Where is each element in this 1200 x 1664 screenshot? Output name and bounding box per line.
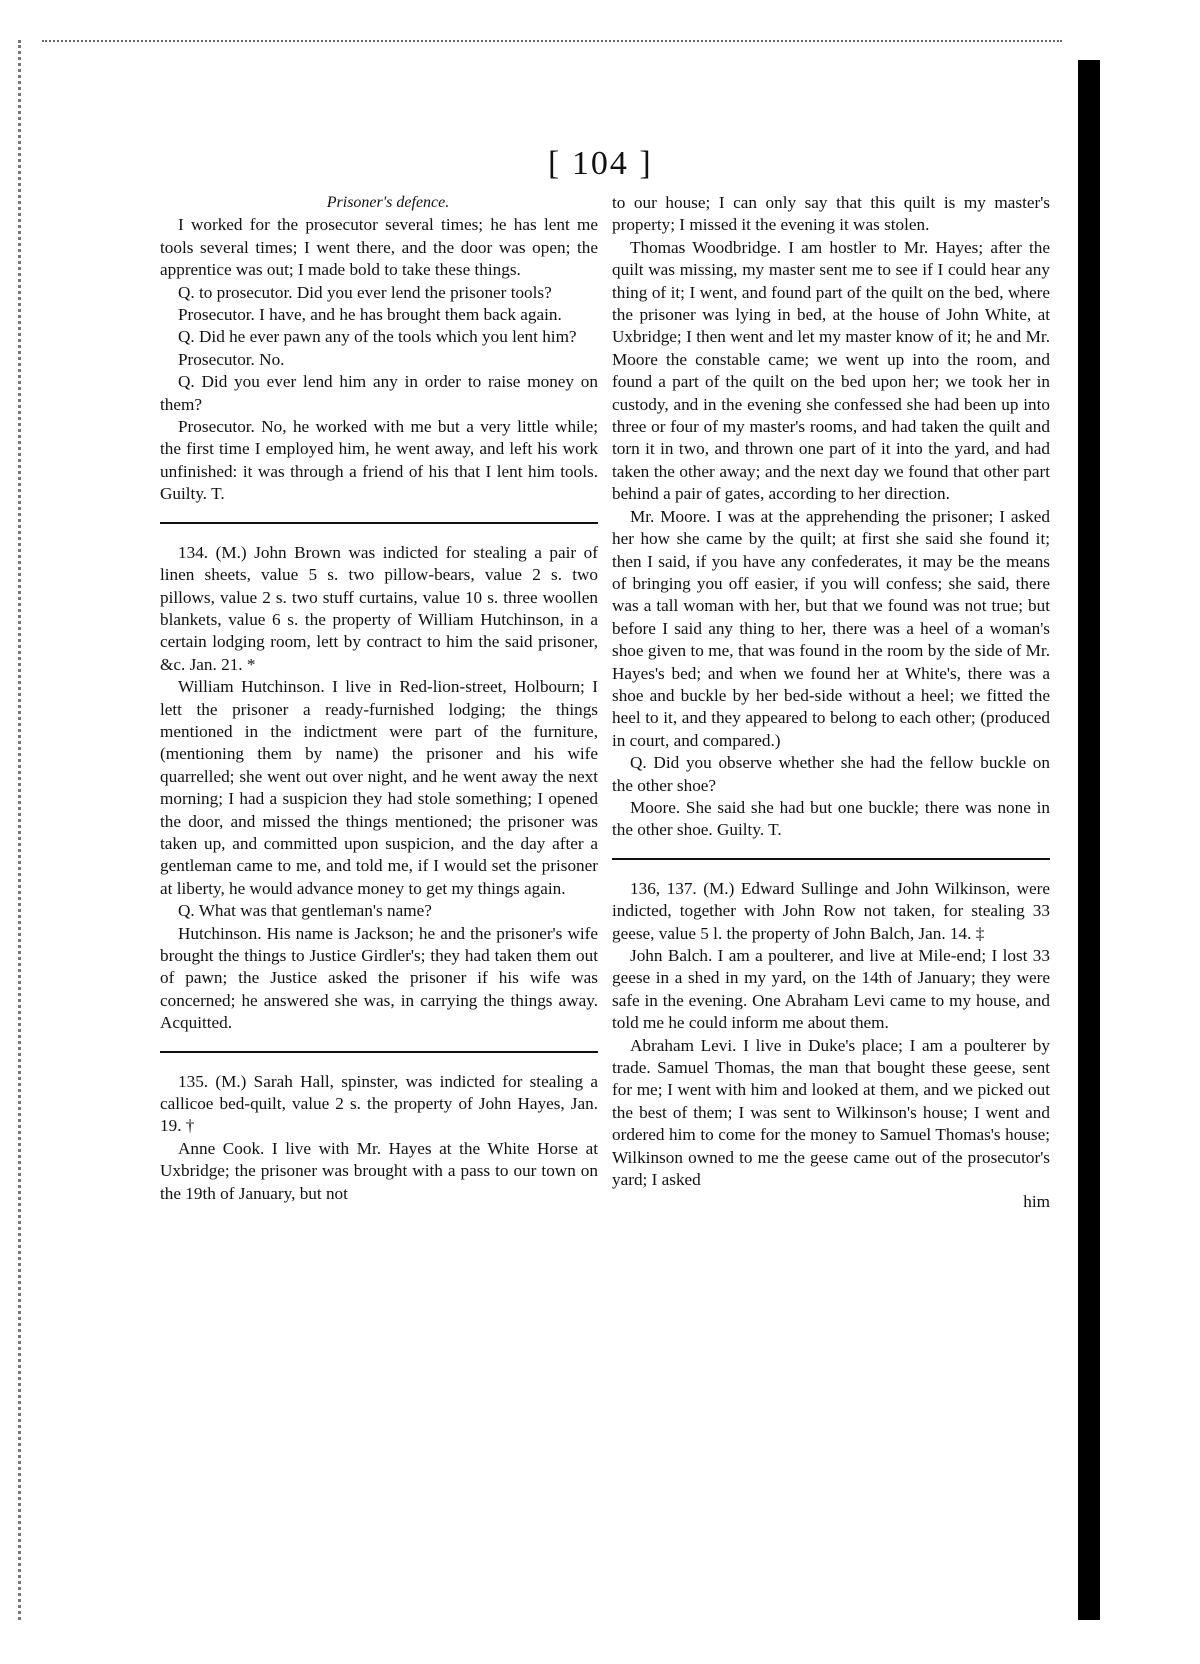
paragraph: Prosecutor. No, he worked with me but a very little while; the first time I employed him, he went away, and left his work unfinished: it was through a friend of his that I lent him tools. Guilty. T.	[160, 417, 598, 504]
paragraph: Abraham Levi. I live in Duke's place; I am a poulterer by trade. Samuel Thomas, the man that bought these geese, sent for me; I went with him and looked at them, and we picked out the best of them; I was sent to Wilkinson's house; I went and ordered him to come for the money to Samuel Thomas's house; Wilkinson owned to me the geese came out of the prosecutor's yard; I asked	[612, 1035, 1050, 1190]
paragraph: John Balch. I am a poulterer, and live at Mile-end; I lost 33 geese in a shed in my yard, on the 14th of January; they were safe in the evening. One Abraham Levi came to my house, and told me he could inform me about them.	[612, 946, 1050, 1033]
binding-shadow	[1078, 60, 1100, 1620]
section-divider	[160, 1051, 598, 1053]
paragraph: I worked for the prosecutor several times; he has lent me tools several times; I went there, and the door was open; the apprentice was out; I made bold to take these things.	[160, 215, 598, 280]
paragraph: Anne Cook. I live with Mr. Hayes at the White Horse at Uxbridge; the prisoner was brought with a pass to our town on the 19th of January, but not	[160, 1138, 598, 1203]
paragraph: Moore. She said she had but one buckle; there was none in the other shoe. Guilty. T.	[612, 797, 1050, 840]
page-number: [ 104 ]	[548, 145, 653, 182]
paragraph: William Hutchinson. I live in Red-lion-street, Holbourn; I lett the prisoner a ready-furnished lodging; the things mentioned in the indictment were part of the furniture, (mentioning them by name) the prisoner and his wife quarrelled; she went out over night, and he went away the next morning; I had a suspicion they had stole something; I opened the door, and missed the things mentioned; the prisoner was taken up, and committed upon suspicion, and the day after a gentleman came to me, and told me, if I would set the prisoner at liberty, he would advance money to get my things again.	[160, 677, 598, 898]
paragraph: Thomas Woodbridge. I am hostler to Mr. Hayes; after the quilt was missing, my master sent me to see if I could hear any thing of it; I went, and found part of the quilt on the bed, where the prisoner was lying in bed, at the house of John White, at Uxbridge; I then went and let my master know of it; he and Mr. Moore the constable came; we went up into the room, and found a part of the quilt on the bed upon her; we took her in custody, and in the evening she confessed she had been up into three or four of my master's rooms, and had taken the quilt and torn it in two, and thrown one part of it into the yard, and had taken the other away; and the next day we found that other part behind a pair of gates, according to her direction.	[612, 237, 1050, 504]
left-column	[160, 192, 598, 1205]
paragraph: Hutchinson. His name is Jackson; he and the prisoner's wife brought the things to Justice Girdler's; they had taken them out of pawn; the Justice asked the prisoner if his wife was concerned; he answered she was, in carrying the things away. Acquitted.	[160, 923, 598, 1033]
paragraph: 136, 137. (M.) Edward Sullinge and John Wilkinson, were indicted, together with John Row not taken, for stealing 33 geese, value 5 l. the property of John Balch, Jan. 14. ‡	[612, 878, 1050, 943]
page-left-edge	[18, 40, 43, 1620]
section-heading: Prisoner's defence.	[326, 194, 450, 211]
catchword: him	[1023, 1192, 1050, 1212]
top-border	[42, 40, 1062, 42]
paragraph: Q. Did he ever pawn any of the tools which you lent him?	[178, 327, 577, 347]
section-divider	[160, 522, 598, 524]
paragraph: Q. Did you observe whether she had the fellow buckle on the other shoe?	[612, 753, 1050, 795]
paragraph: to our house; I can only say that this quilt is my master's property; I missed it the evening it was stolen.	[612, 193, 1050, 235]
paragraph: 135. (M.) Sarah Hall, spinster, was indicted for stealing a callicoe bed-quilt, value 2 s. the property of John Hayes, Jan. 19. †	[160, 1071, 598, 1136]
paragraph: Q. What was that gentleman's name?	[178, 901, 432, 921]
paragraph: Q. Did you ever lend him any in order to raise money on them?	[160, 372, 598, 414]
section-divider	[612, 858, 1050, 860]
paragraph: Prosecutor. I have, and he has brought them back again.	[178, 305, 562, 325]
paragraph: Prosecutor. No.	[178, 349, 285, 369]
paragraph: 134. (M.) John Brown was indicted for stealing a pair of linen sheets, value 5 s. two pillow-bears, value 2 s. two pillows, value 2 s. two stuff curtains, value 10 s. three woollen blankets, value 6 s. the property of William Hutchinson, in a certain lodging room, lett by contract to him the said prisoner, &c. Jan. 21. *	[160, 542, 598, 674]
right-column	[612, 192, 1050, 1214]
paragraph: Mr. Moore. I was at the apprehending the prisoner; I asked her how she came by the quilt; at first she said she found it; then I said, if you have any confederates, it may be the means of bringing you off easier, if you will confess; she said, there was a tall woman with her, but that we found was not true; but before I said any thing to her, there was a heel of a woman's shoe given to me, that was found in the room by the side of Mr. Hayes's bed; and when we found her at White's, there was a shoe and buckle by her bed-side without a heel; we fitted the heel to it, and they appeared to belong to each other; (produced in court, and compared.)	[612, 506, 1050, 750]
paragraph: Q. to prosecutor. Did you ever lend the prisoner tools?	[178, 282, 552, 302]
